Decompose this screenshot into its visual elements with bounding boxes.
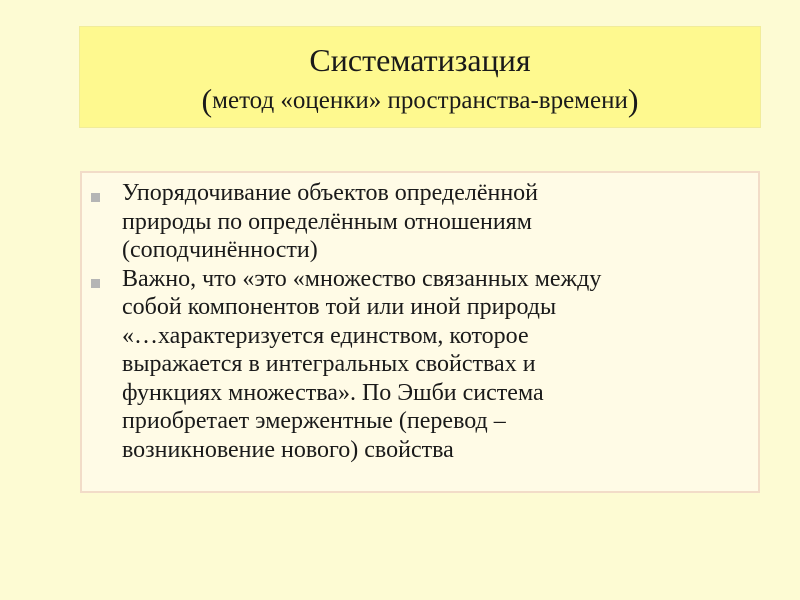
slide-subtitle bbox=[80, 82, 760, 118]
bullet-item-ordering bbox=[82, 179, 758, 265]
bullet-line: «…характеризуется единством, которое bbox=[122, 322, 529, 349]
bullet-line: природы по определённым отношениям bbox=[122, 208, 532, 235]
bullet-line: Упорядочивание объектов определённой bbox=[122, 180, 539, 206]
bullet-line: собой компонентов той или иной природы bbox=[122, 294, 557, 320]
subtitle-open-paren: ( bbox=[201, 82, 213, 118]
square-bullet-icon bbox=[91, 193, 100, 202]
content-box bbox=[80, 171, 760, 493]
bullet-line: выражается в интегральных свойствах и bbox=[122, 351, 536, 377]
slide-title: Систематизация bbox=[309, 42, 531, 78]
square-bullet-icon bbox=[91, 279, 100, 288]
subtitle-text: метод «оценки» пространства-времени bbox=[212, 87, 628, 114]
bullet-line: приобретает эмержентные (перевод – bbox=[122, 408, 506, 434]
title-box bbox=[80, 27, 760, 127]
subtitle-close-paren: ) bbox=[627, 82, 639, 118]
bullet-list bbox=[82, 173, 758, 464]
bullet-line: (соподчинённости) bbox=[122, 237, 318, 263]
bullet-line: функциях множества». По Эшби система bbox=[122, 379, 544, 406]
bullet-item-ashby bbox=[82, 265, 758, 465]
bullet-line: возникновение нового) свойства bbox=[122, 436, 454, 463]
bullet-line: Важно, что «это «множество связанных между bbox=[122, 265, 602, 292]
